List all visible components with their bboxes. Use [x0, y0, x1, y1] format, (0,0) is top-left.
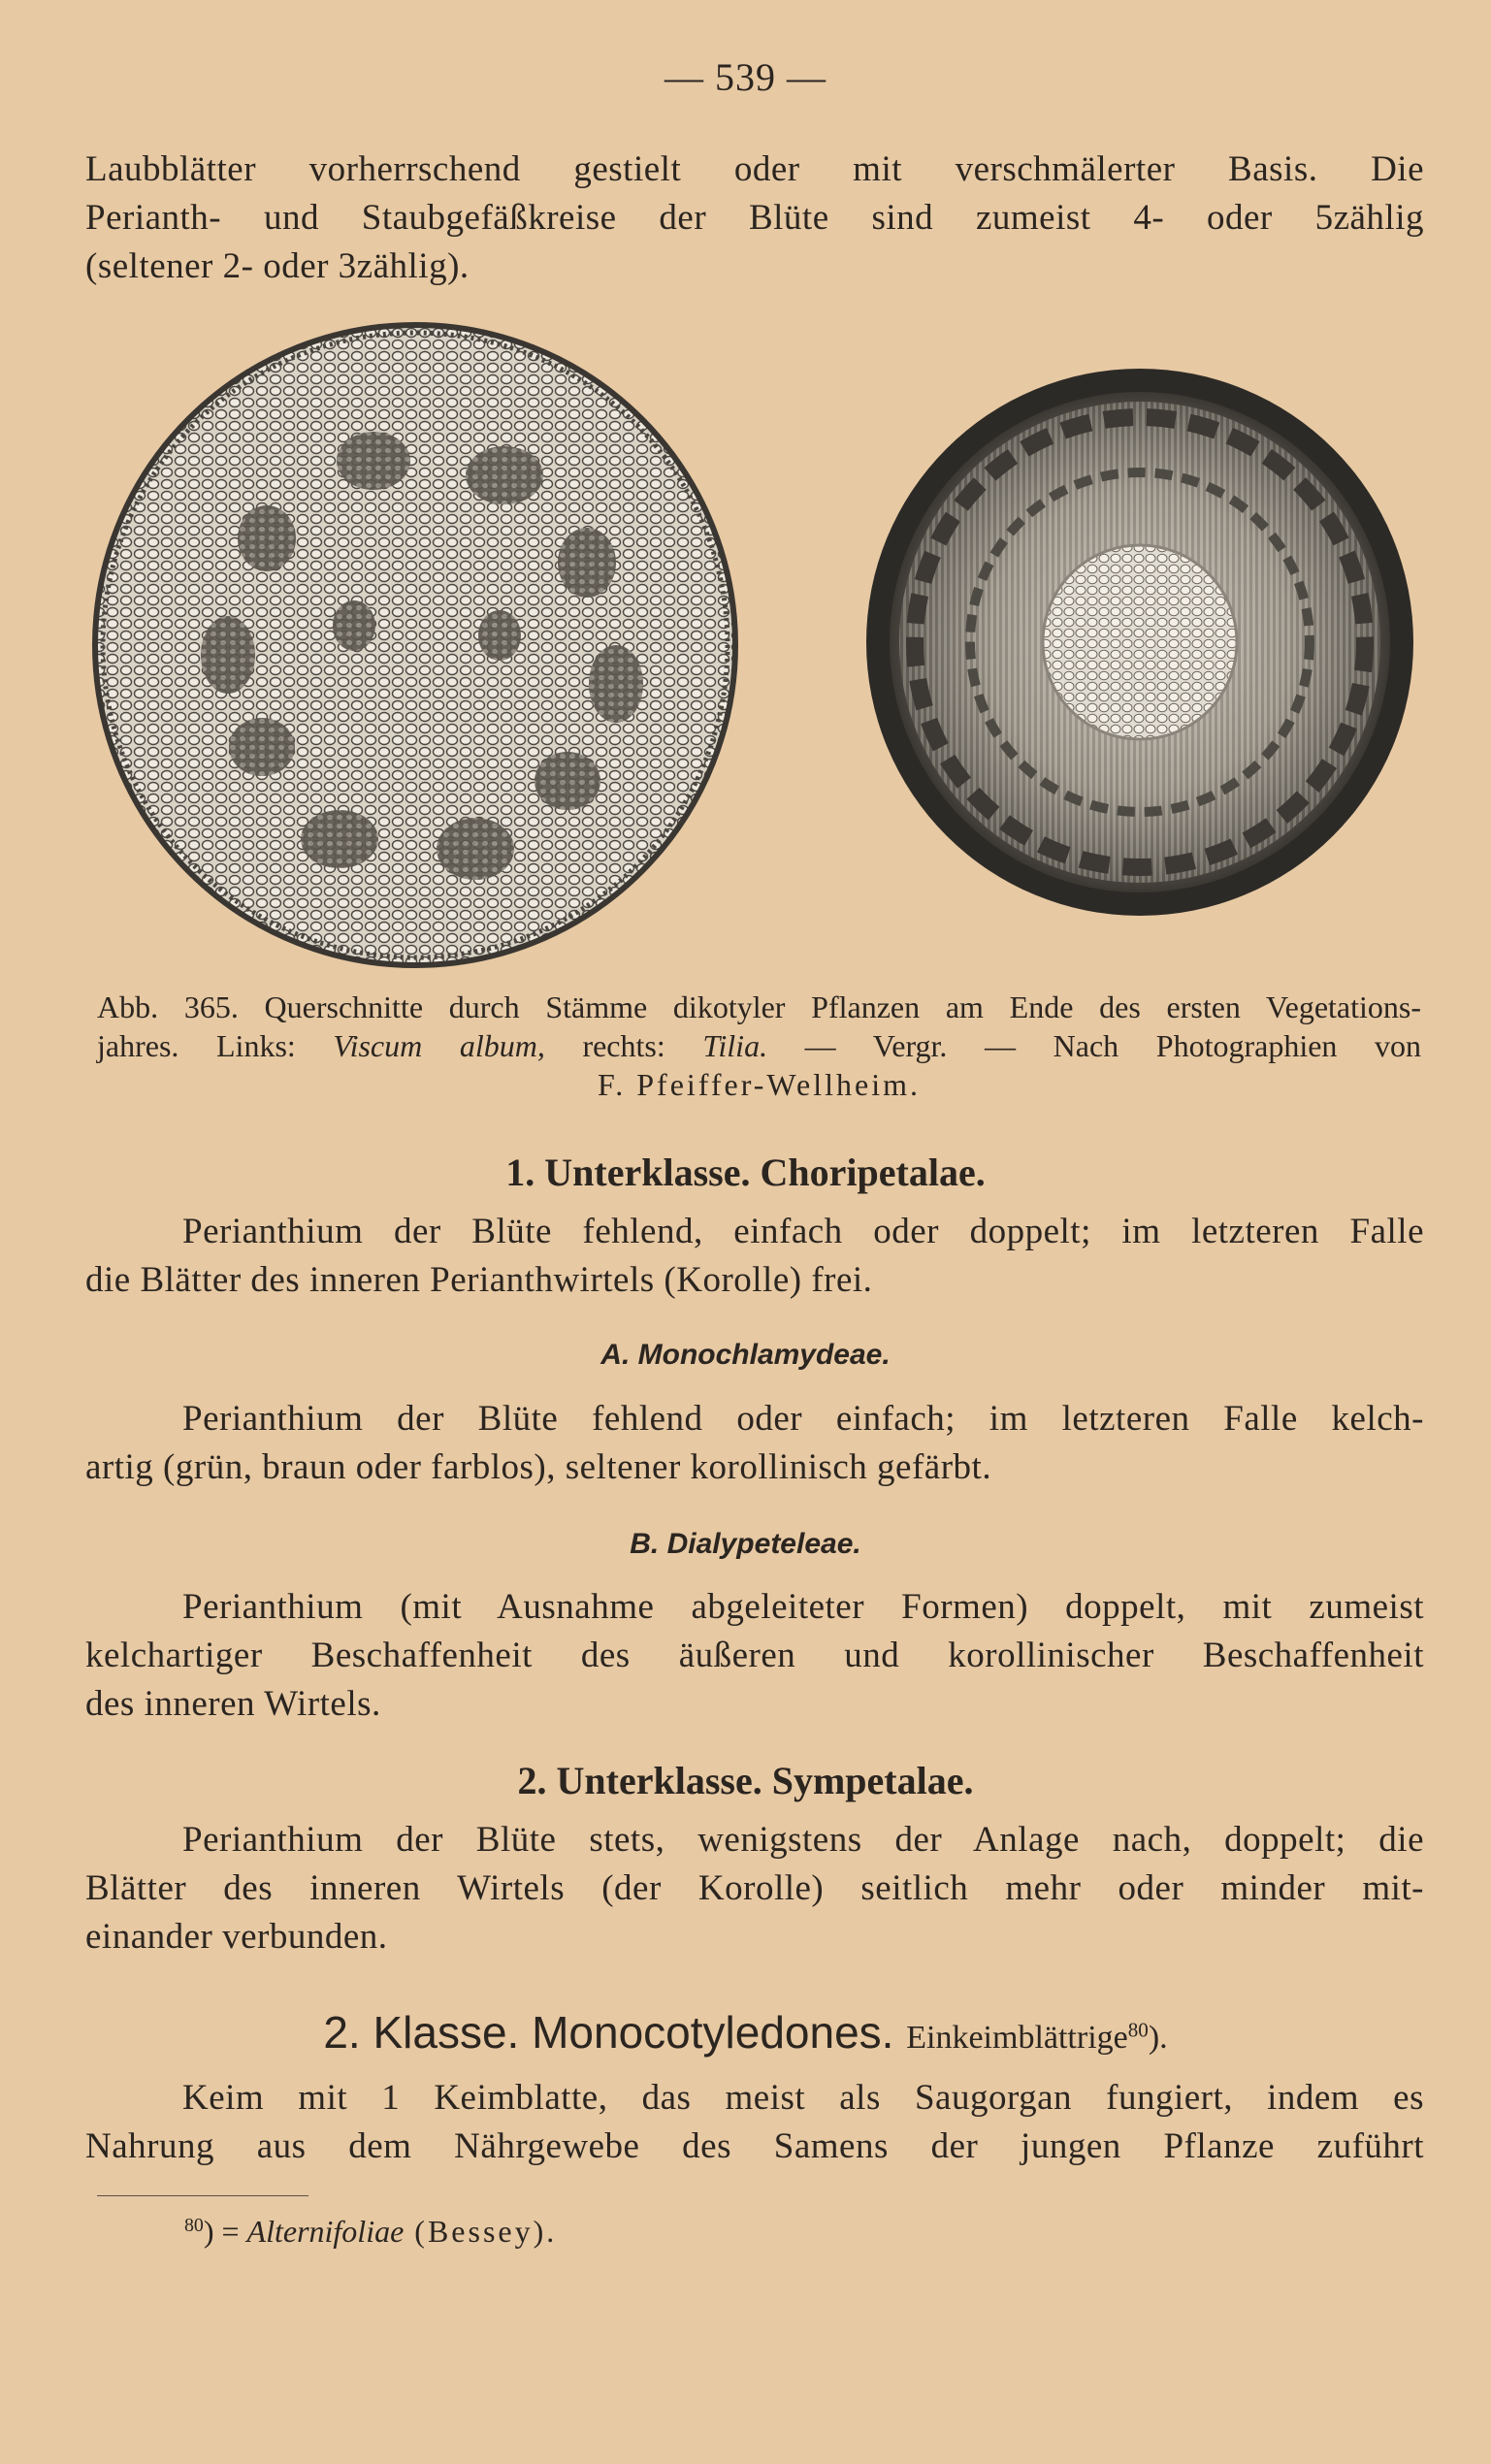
- text-line: des inneren Wirtels.: [85, 1684, 381, 1724]
- caption-species-left: Viscum album,: [333, 1028, 545, 1063]
- text-line: Keim mit 1 Keimblatte, das meist als Saugorgan fungiert, indem es: [182, 2078, 1424, 2118]
- text-line: Perianthium der Blüte stets, wenigstens der Anlage nach, doppelt; die: [182, 1820, 1424, 1860]
- text-line: Perianthium (mit Ausnahme abgeleiteter Formen) doppelt, mit zumeist: [182, 1587, 1424, 1627]
- page-number: — 539 —: [664, 55, 827, 99]
- intro-paragraph: [85, 146, 1424, 291]
- text-line: Perianth- und Staubgefäßkreise der Blüte sind zumeist 4- oder 5zählig: [85, 198, 1424, 238]
- section2-heading: 2. Unterklasse. Sympetalae.: [517, 1759, 974, 1802]
- class-subtitle: Einkeimblättrige: [906, 2020, 1128, 2056]
- footnote-text: ) =: [203, 2214, 247, 2249]
- caption-species-right: Tilia.: [702, 1028, 768, 1063]
- text-line: (seltener 2- oder 3zählig).: [85, 246, 470, 286]
- text-line: Blätter des inneren Wirtels (der Korolle) seitlich mehr oder minder mit-: [85, 1868, 1424, 1908]
- caption-line: Abb. 365. Querschnitte durch Stämme dikotyler Pflanzen am Ende des ersten Vegetations-: [97, 989, 1421, 1024]
- text-line: Nahrung aus dem Nährgewebe des Samens der jungen Pflanze zuführt: [85, 2126, 1424, 2166]
- footnote-term: Alternifoliae: [246, 2214, 405, 2249]
- caption-text: rechts:: [544, 1028, 703, 1063]
- text-line: Laubblätter vorherrschend gestielt oder mit verschmälerter Basis. Die: [85, 149, 1424, 189]
- footnote-mark: 80: [184, 2215, 204, 2237]
- footnote-rule: [97, 2195, 308, 2196]
- section1-heading: 1. Unterklasse. Choripetalae.: [505, 1151, 986, 1194]
- text-line: kelchartiger Beschaffenheit des äußeren und korollinischer Beschaffenheit: [85, 1636, 1424, 1675]
- class-heading: [0, 2006, 1491, 2059]
- sub-a-heading: A. Monochlamydeae.: [600, 1339, 891, 1371]
- class-subtitle-close: ).: [1148, 2020, 1168, 2056]
- section2-paragraph: [85, 1816, 1424, 1961]
- text-line: die Blätter des inneren Perianthwirtels (Korolle) frei.: [85, 1260, 873, 1300]
- footnote-reference: 80: [1127, 2018, 1149, 2042]
- text-line: Perianthium der Blüte fehlend, einfach oder doppelt; im letzteren Falle: [182, 1212, 1424, 1251]
- text-line: Perianthium der Blüte fehlend oder einfach; im letzteren Falle kelch-: [182, 1399, 1424, 1439]
- sub-b-heading: B. Dialypeteleae.: [630, 1528, 861, 1560]
- text-line: artig (grün, braun oder farblos), seltener korollinisch gefärbt.: [85, 1447, 992, 1487]
- footnote-author: (Bessey).: [404, 2214, 558, 2249]
- caption-credit: F. Pfeiffer-Wellheim.: [598, 1067, 921, 1102]
- caption-text: jahres. Links:: [97, 1028, 334, 1063]
- sub-a-paragraph: [85, 1395, 1424, 1492]
- footnote: [184, 2214, 557, 2250]
- sub-b-paragraph: [85, 1583, 1424, 1729]
- figure-tilia-cross-section: [865, 361, 1418, 924]
- figure-caption: [97, 988, 1421, 1104]
- class-paragraph: [85, 2074, 1424, 2171]
- section1-paragraph: [85, 1208, 1424, 1305]
- class-title: 2. Klasse. Monocotyledones.: [323, 2007, 894, 2058]
- caption-text: — Vergr. — Nach Photographien von: [767, 1028, 1422, 1063]
- figure-viscum-cross-section: [92, 315, 742, 975]
- text-line: einander verbunden.: [85, 1917, 388, 1957]
- caption-line: [97, 1026, 1421, 1065]
